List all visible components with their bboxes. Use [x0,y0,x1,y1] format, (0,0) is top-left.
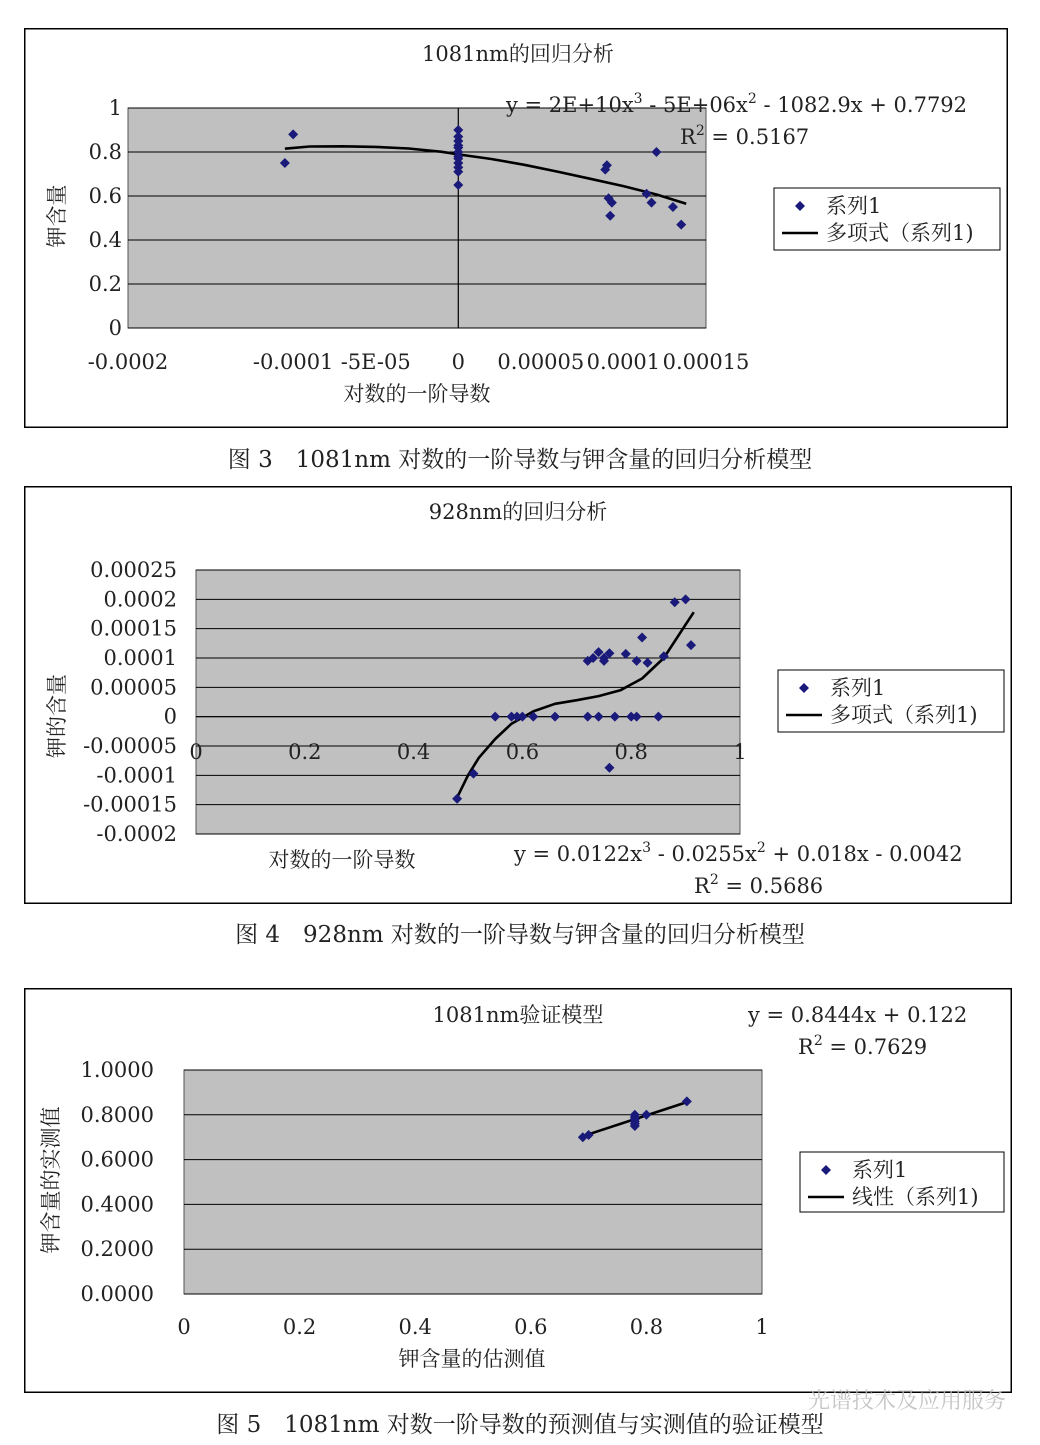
regression-equation: $y = 2E+10x^3 - 5E+06x^2 - 1082.9x + 0.7792$ [506,91,968,117]
x-tick-label: 0.6 [514,1315,548,1339]
chart-title: 1081nm的回归分析 [422,42,614,66]
y-tick-label: 0.0002 [103,587,177,612]
watermark: 光谱技术及应用服务 [807,1389,1006,1414]
chart-3 [24,988,1012,1393]
chart-title: 1081nm验证模型 [432,1003,604,1027]
x-axis-label: 对数的一阶导数 [268,848,416,872]
legend-label-series: 系列1 [852,1158,908,1182]
legend-label-trend: 多项式（系列1) [826,221,974,245]
y-tick-label: 0.8 [88,140,122,164]
y-tick-label: 0.2000 [80,1237,154,1262]
x-tick-label: 0.00015 [662,350,750,374]
y-axis-label: 钾的含量 [45,674,69,758]
y-tick-label: 0.4 [88,228,122,252]
caption-3: 图 5 1081nm 对数一阶导数的预测值与实测值的验证模型 [216,1412,824,1438]
y-tick-label: -0.00005 [83,734,177,758]
y-tick-label: 0 [108,316,122,340]
legend-label-series: 系列1 [830,676,886,700]
y-tick-label: -0.0001 [96,763,177,788]
plot-area [184,1070,762,1294]
x-tick-label: 0 [189,740,203,764]
plot-area [196,570,740,834]
x-tick-label: 0.8 [629,1315,664,1339]
y-tick-label: 0.6 [88,184,122,208]
y-tick-label: 0.6000 [80,1147,154,1172]
x-tick-label: 0.6 [505,740,540,764]
x-tick-label: 0.4 [396,740,431,764]
x-tick-label: 0 [177,1315,191,1339]
chart-1-svg [24,28,1008,428]
y-tick-label: 0.0000 [80,1282,154,1306]
x-tick-label: -0.0002 [87,350,169,374]
x-tick-label: 1 [733,740,747,764]
x-tick-label: 0.0001 [586,350,661,374]
y-tick-label: 0.8000 [80,1102,154,1127]
legend-label-series: 系列1 [826,194,882,218]
regression-equation: y = 0.8444x + 0.122 [748,1003,968,1027]
y-tick-label: 1 [108,96,122,120]
x-tick-label: 1 [755,1315,769,1339]
caption-2: 图 4 928nm 对数的一阶导数与钾含量的回归分析模型 [235,922,805,948]
y-tick-label: 0.0001 [103,646,177,670]
x-axis-label: 钾含量的估测值 [398,1347,546,1371]
regression-equation: $y = 0.0122x^3 - 0.0255x^2 + 0.018x - 0.0042$ [514,840,963,866]
y-axis-label: 钾含量的实测值 [39,1106,63,1254]
chart-2-svg [24,486,1012,904]
x-tick-label: 0.8 [614,740,648,764]
chart-1 [24,28,1008,428]
x-axis-label: 对数的一阶导数 [343,382,491,406]
caption-1: 图 3 1081nm 对数的一阶导数与钾含量的回归分析模型 [227,447,813,473]
x-tick-label: 0.4 [398,1315,432,1339]
x-tick-label: 0.00005 [497,350,585,374]
chart-3-svg [24,988,1012,1393]
y-tick-label: 0 [163,704,177,729]
y-tick-label: 0.00015 [90,616,177,641]
y-tick-label: 0.2 [88,272,122,296]
y-tick-label: -0.00015 [83,792,177,817]
y-tick-label: 0.00005 [90,675,177,700]
r-squared: $R^2 = 0.5167$ [680,123,810,149]
plot-area [128,108,706,328]
y-tick-label: 0.4000 [80,1192,154,1217]
x-tick-label: 0.2 [288,740,322,764]
legend-label-trend: 线性（系列1) [852,1185,979,1209]
r-squared: $R^2 = 0.5686$ [694,872,824,898]
x-tick-label: -5E-05 [340,350,411,374]
r-squared: $R^2 = 0.7629$ [798,1033,928,1059]
y-tick-label: 0.00025 [90,558,177,582]
x-tick-label: 0 [451,350,465,374]
chart-title: 928nm的回归分析 [428,500,608,524]
chart-2 [24,486,1012,904]
y-axis-label: 钾含量 [45,184,69,248]
y-tick-label: 1.0000 [80,1058,154,1082]
legend-label-trend: 多项式（系列1) [830,703,978,727]
x-tick-label: -0.0001 [252,350,334,374]
y-tick-label: -0.0002 [96,822,177,846]
x-tick-label: 0.2 [282,1315,317,1339]
